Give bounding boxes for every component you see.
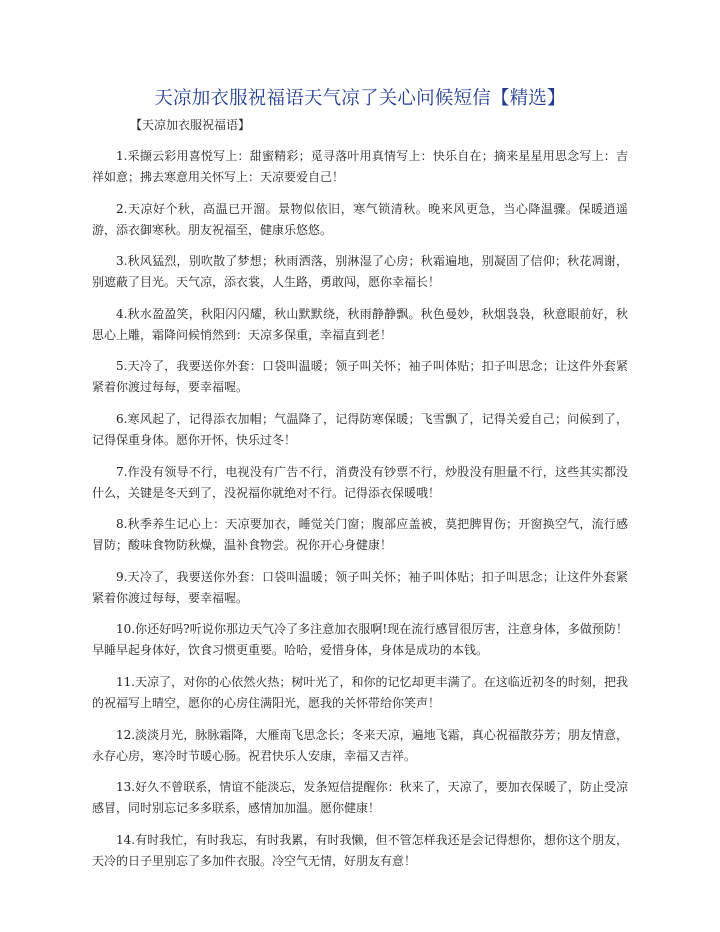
greeting-item-12: 12.淡淡月光，脉脉霜降，大雁南飞思念长；冬来天凉，遍地飞霜，真心祝福散芬芳；朋友情意，永存心房，寒冷时节暖心肠。祝君快乐人安康，幸福又吉祥。: [92, 727, 628, 763]
greeting-item-2: 2.天凉好个秋，高温已开溜。景物似依旧，寒气锁清秋。晚来风更急，当心降温骤。保暖逍遥游，添衣御寒秋。朋友祝福至，健康乐悠悠。: [92, 201, 628, 237]
greeting-item-10: 10.你还好吗?听说你那边天气冷了多注意加衣服啊!现在流行感冒很厉害，注意身体，多做预防！早睡早起身体好，饮食习惯更重要。哈哈，爱惜身体，身体是成功的本钱。: [92, 622, 628, 658]
greeting-item-4: 4.秋水盈盈笑，秋阳闪闪耀，秋山默默绕，秋雨静静飘。秋色曼妙，秋烟袅袅，秋意眼前好，秋思心上雕，霜降问候悄然到：天凉多保重，幸福直到老！: [92, 306, 628, 342]
section-heading: 【天凉加衣服祝福语】: [130, 118, 251, 132]
greeting-item-3: 3.秋风猛烈，别吹散了梦想；秋雨洒落，别淋湿了心房；秋霜遍地，别凝固了信仰；秋花凋谢，别遮蔽了目光。天气凉，添衣裳，人生路，勇敢闯，愿你幸福长！: [92, 254, 628, 290]
greeting-list: [92, 146, 628, 872]
greeting-item-1: 1.采撷云彩用喜悦写上：甜蜜精彩；觅寻落叶用真情写上：快乐自在；摘来星星用思念写上：吉祥如意；拂去寒意用关怀写上：天凉要爱自己！: [92, 149, 628, 184]
document-title: 天凉加衣服祝福语天气凉了关心问候短信【精选】: [154, 88, 566, 109]
greeting-item-14: 14.有时我忙，有时我忘，有时我累，有时我懒，但不管怎样我还是会记得想你，想你这个朋友，天冷的日子里别忘了多加件衣服。冷空气无情，好朋友有意！: [92, 832, 628, 868]
greeting-item-11: 11.天凉了，对你的心依然火热；树叶光了，和你的记忆却更丰满了。在这临近初冬的时刻，把我的祝福写上晴空，愿你的心房住满阳光，愿我的关怀带给你笑声！: [92, 674, 628, 710]
greeting-item-8: 8.秋季养生记心上：天凉要加衣，睡觉关门窗；腹部应盖被，莫把脾胃伤；开窗换空气，流行感冒防；酸味食物防秋燥，温补食物尝。祝你开心身健康！: [92, 517, 628, 553]
document-page: [92, 86, 628, 882]
greeting-item-6: 6.寒风起了，记得添衣加帽；气温降了，记得防寒保暖；飞雪飘了，记得关爱自己；问候到了，记得保重身体。愿你开怀，快乐过冬！: [92, 411, 628, 447]
greeting-item-7: 7.作没有领导不行，电视没有广告不行，消费没有钞票不行，炒股没有胆量不行，这些其实都没什么，关键是冬天到了，没祝福你就绝对不行。记得添衣保暖哦！: [92, 464, 628, 500]
greeting-item-9: 9.天冷了，我要送你外套：口袋叫温暖；领子叫关怀；袖子叫体贴；扣子叫思念；让这件外套紧紧着你渡过每每，要幸福喔。: [92, 569, 628, 605]
greeting-item-5: 5.天冷了，我要送你外套：口袋叫温暖；领子叫关怀；袖子叫体贴；扣子叫思念；让这件外套紧紧着你渡过每每，要幸福喔。: [92, 359, 628, 395]
greeting-item-13: 13.好久不曾联系，情谊不能淡忘，发条短信提醒你：秋来了，天凉了，要加衣保暖了，防止受凉感冒，同时别忘记多多联系，感情加加温。愿你健康！: [92, 780, 628, 816]
